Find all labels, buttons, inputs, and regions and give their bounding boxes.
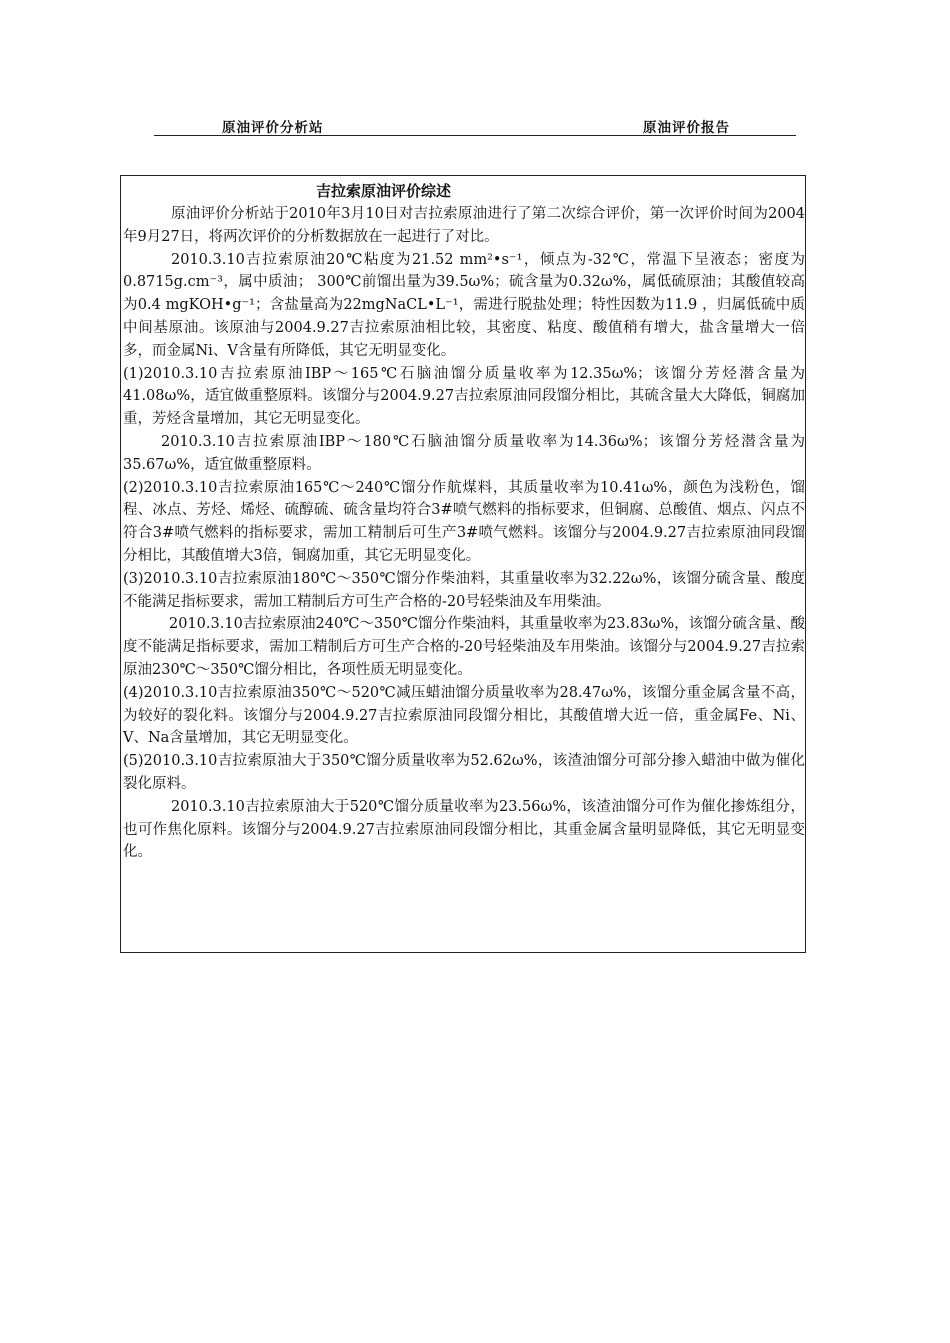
paragraph-naphtha-180: 2010.3.10吉拉索原油IBP～180℃石脑油馏分质量收率为14.36ω%；该馏分芳烃潜含量为35.67ω%，适宜做重整原料。 xyxy=(123,433,805,473)
report-title: 吉拉索原油评价综述 xyxy=(316,182,452,200)
report-body xyxy=(123,203,805,864)
paragraph-crude-properties: 2010.3.10吉拉索原油20℃粘度为21.52 mm²•s⁻¹，倾点为-32℃，常温下呈液态；密度为0.8715g.cm⁻³，属中质油； 300℃前馏出量为39.5ω%；硫含量为0.32ω%，属低硫原油；其酸值较高为0.4 mgKOH•g⁻¹；含盐量高为22mgNaCL•L⁻¹，需进行脱盐处理；特性因数为11.9 ，归属低硫中质中间基原油。该原油与2004.9.27吉拉索原油相比较，其密度、粘度、酸值稍有增大，盐含量增大一倍多，而金属Ni、V含量有所降低，其它无明显变化。 xyxy=(123,251,805,359)
paragraph-intro: 原油评价分析站于2010年3月10日对吉拉索原油进行了第二次综合评价，第一次评价时间为2004年9月27日，将两次评价的分析数据放在一起进行了对比。 xyxy=(123,206,805,245)
page-header xyxy=(154,116,796,136)
paragraph-jet-fuel: (2)2010.3.10吉拉索原油165℃～240℃馏分作航煤料，其质量收率为10.41ω%，颜色为浅粉色，馏程、冰点、芳烃、烯烃、硫醇硫、硫含量均符合3#喷气燃料的指标要求，但铜腐、总酸值、烟点、闪点不符合3#喷气燃料的指标要求，需加工精制后可生产3#喷气燃料。该馏分与2004.9.27吉拉索原油同段馏分相比，其酸值增大3倍，铜腐加重，其它无明显变化。 xyxy=(123,479,805,564)
paragraph-residue-520: 2010.3.10吉拉索原油大于520℃馏分质量收率为23.56ω%，该渣油馏分可作为催化掺炼组分，也可作焦化原料。该馏分与2004.9.27吉拉索原油同段馏分相比，其重金属含量明显降低，其它无明显变化。 xyxy=(123,798,805,861)
paragraph-vacuum-gas-oil: (4)2010.3.10吉拉索原油350℃～520℃减压蜡油馏分质量收率为28.47ω%，该馏分重金属含量不高，为较好的裂化料。该馏分与2004.9.27吉拉索原油同段馏分相比，其酸值增大近一倍，重金属Fe、Ni、V、Na含量增加，其它无明显变化。 xyxy=(123,684,805,747)
header-report-name: 原油评价报告 xyxy=(643,120,730,136)
header-station-name: 原油评价分析站 xyxy=(222,120,324,136)
report-box xyxy=(120,175,806,953)
paragraph-diesel-180: (3)2010.3.10吉拉索原油180℃～350℃馏分作柴油料，其重量收率为32.22ω%，该馏分硫含量、酸度不能满足指标要求，需加工精制后方可生产合格的-20号轻柴油及车用柴油。 xyxy=(123,570,805,610)
paragraph-residue-350: (5)2010.3.10吉拉索原油大于350℃馏分质量收率为52.62ω%，该渣油馏分可部分掺入蜡油中做为催化裂化原料。 xyxy=(123,753,805,792)
paragraph-naphtha-165: (1)2010.3.10吉拉索原油IBP～165℃石脑油馏分质量收率为12.35ω%；该馏分芳烃潜含量为41.08ω%，适宜做重整原料。该馏分与2004.9.27吉拉索原油同段馏分相比，其硫含量大大降低，铜腐加重，芳烃含量增加，其它无明显变化。 xyxy=(123,365,805,428)
paragraph-diesel-240: 2010.3.10吉拉索原油240℃～350℃馏分作柴油料，其重量收率为23.83ω%，该馏分硫含量、酸度不能满足指标要求，需加工精制后方可生产合格的-20号轻柴油及车用柴油。该馏分与2004.9.27吉拉索原油230℃～350℃馏分相比，各项性质无明显变化。 xyxy=(123,616,805,678)
